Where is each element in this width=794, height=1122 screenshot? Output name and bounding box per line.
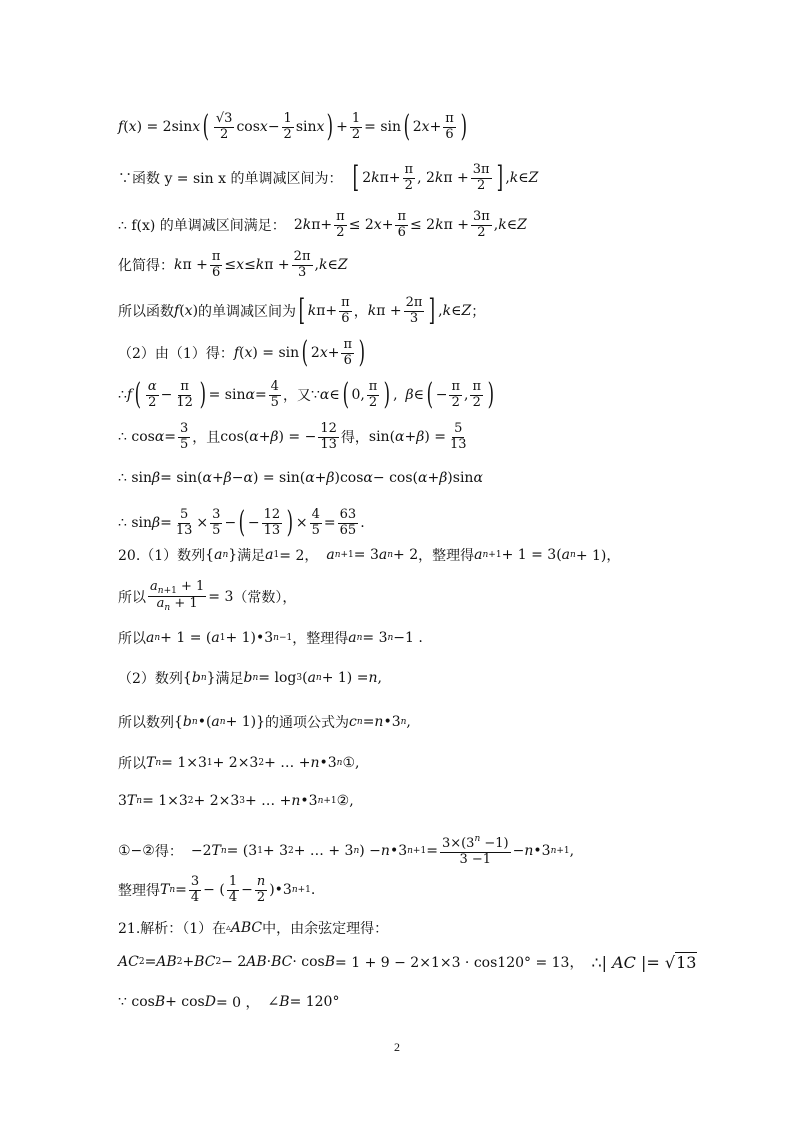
- bn-definition: （2）数列 { b n } 满足 b n = log 3 ( a n + 1) = n ,: [118, 670, 382, 687]
- tn-sum: 所以 T n = 1×3 1 + 2×3 2 + … + n •3 n ①,: [118, 755, 360, 772]
- text-l8: ，且: [192, 430, 221, 447]
- page-number: 2: [394, 1040, 400, 1054]
- ratio-constant: 所以 $\frac{a_{n+1} + 1}{a_n + 1}$ = 3 （常数），: [118, 579, 297, 614]
- text-l14b: 满足: [215, 671, 244, 687]
- text-l18: 得：: [154, 843, 183, 860]
- cn-formula: 所以数列 { b n •( a n + 1)} 的通项公式为 c n = n •3 n ,: [118, 714, 411, 731]
- result-interval: 所以函数 f ( x ) 的单调减区间为 [ k π+ $\frac{\pi}{6}$ ， k π + $\frac{2\pi}{3}$ ] , k ∈ Z ；: [118, 293, 486, 329]
- decrease-interval-sin: ∵函数 y = sin x 的单调减区间为： [ 2 k π+ $\frac{\pi}{2}$ , 2 k π + $\frac{3\pi}{2}$ ] , k ∈ Z: [118, 160, 539, 196]
- cos-sum-zero: ∵ cos B + cos D = 0 ， ∠ B = 120°: [118, 994, 340, 1011]
- text-l12b: （常数），: [233, 589, 297, 606]
- text-l2: ∵函数 y = sin x 的单调减区间为：: [118, 171, 343, 188]
- interval-condition: ∴ f(x) 的单调减区间满足： 2 k π+ $\frac{\pi}{2}$ ≤ 2 x + $\frac{\pi}{6}$ ≤ 2 k π + $\frac{3\pi}{2}$ , k ∈ Z: [118, 209, 527, 240]
- text-l5b: 的单调减区间为: [198, 304, 297, 321]
- text-l13b: ，整理得: [292, 631, 349, 647]
- sin-beta-result: ∴ sin β = $\frac{5}{13}$ × $\frac{3}{5}$ − ( − $\frac{12}{13}$ ) × $\frac{4}{5}$ = $\frac{63}{65}$ .: [118, 505, 365, 541]
- text-l20: 21.解析：（1）在: [118, 921, 227, 937]
- tn-result: 整理得 T n = $\frac{3}{4}$ − ( $\frac{1}{4}$ − $\frac{n}{2}$ )•3 n+1 .: [118, 874, 316, 905]
- cosine-law: AC 2 = AB 2 + BC 2 − 2 AB · BC · cos B = 1 + 9 − 2×1×3 · cos120° = 13， ∴| AC |= √13: [118, 953, 697, 972]
- an-formula: 所以 a n + 1 = ( a 1 + 1)•3 n−1 ，整理得 a n = 3 n −1 .: [118, 630, 423, 647]
- text-l16: 所以: [118, 756, 146, 772]
- text-l11b: 满足: [237, 548, 266, 564]
- text-l14: （2）数列: [118, 671, 183, 687]
- problem21-start: 21.解析：（1）在 ▵ ABC 中，由余弦定理得：: [118, 920, 389, 937]
- text-l12: 所以: [118, 589, 146, 606]
- text-l4: 化简得：: [118, 258, 174, 275]
- sin-alpha-equation: ∴ f ( $\frac{\alpha}{2}$ − $\frac{\pi}{12}$ ) = sin α = $\frac{4}{5}$ ， 又 ∵ α ∈ ( 0, $\frac{\pi}{2}$ ) , β ∈ ( − $\frac{\pi}{2}$ , $\frac{\pi}{2}$ ): [118, 377, 495, 413]
- equation-f-x: f ( x ) = 2sin x ( $\frac{√3}{2}$ cos x − $\frac{1}{2}$ sin x ) + $\frac{1}{2}$ = sin ( 2 x + $\frac{\pi}{6}$ ): [118, 109, 467, 145]
- text-l15: 所以数列: [118, 715, 174, 731]
- text-l7: 又: [296, 388, 311, 405]
- cos-alpha-equation: ∴ cos α = $\frac{3}{5}$ ，且 cos( α + β ) = − $\frac{12}{13}$ 得， sin( α + β ) = $\frac{5}{13}$: [118, 421, 467, 452]
- text-l19: 整理得: [118, 883, 160, 900]
- simplified-interval: 化简得： k π + $\frac{\pi}{6}$ ≤ x ≤ k π + $\frac{2\pi}{3}$ , k ∈ Z: [118, 249, 348, 280]
- 3tn-sum: 3 T n = 1×3 2 + 2×3 3 + … + n •3 n+1 ②,: [118, 793, 354, 809]
- text-l8b: 得，: [340, 430, 369, 447]
- text-l11: 20.（1）数列: [118, 548, 206, 564]
- sin-beta-expansion: ∴ sin β = sin( α + β − α ) = sin( α + β )cos α − cos( α + β )sin α: [118, 470, 483, 486]
- part2-start: （2）由（1）得： f ( x ) = sin ( 2 x + $\frac{\pi}{6}$ ): [118, 335, 366, 371]
- subtraction-step: ①−② 得： −2 T n = (3 1 + 3 2 + … + 3 n ) − n •3 n+1 = $\frac{3\times(3^n -1)}{3 -1}$ − n •3 n+1 ,: [118, 834, 575, 867]
- text-l3: ∴ f(x) 的单调减区间满足：: [118, 218, 286, 235]
- text-l6: （2）由（1）得：: [118, 346, 234, 363]
- text-l20b: 中，由余弦定理得：: [262, 921, 389, 937]
- problem20-part1: 20.（1）数列 { a n } 满足 a 1 = 2， a n+1 = 3 a n + 2 ，整理得 a n+1 + 1 = 3( a n + 1)，: [118, 547, 621, 564]
- text-l5: 所以函数: [118, 304, 174, 321]
- text-l15b: 的通项公式为: [265, 715, 350, 731]
- text-l11c: ，整理得: [418, 548, 475, 564]
- text-l13: 所以: [118, 631, 146, 647]
